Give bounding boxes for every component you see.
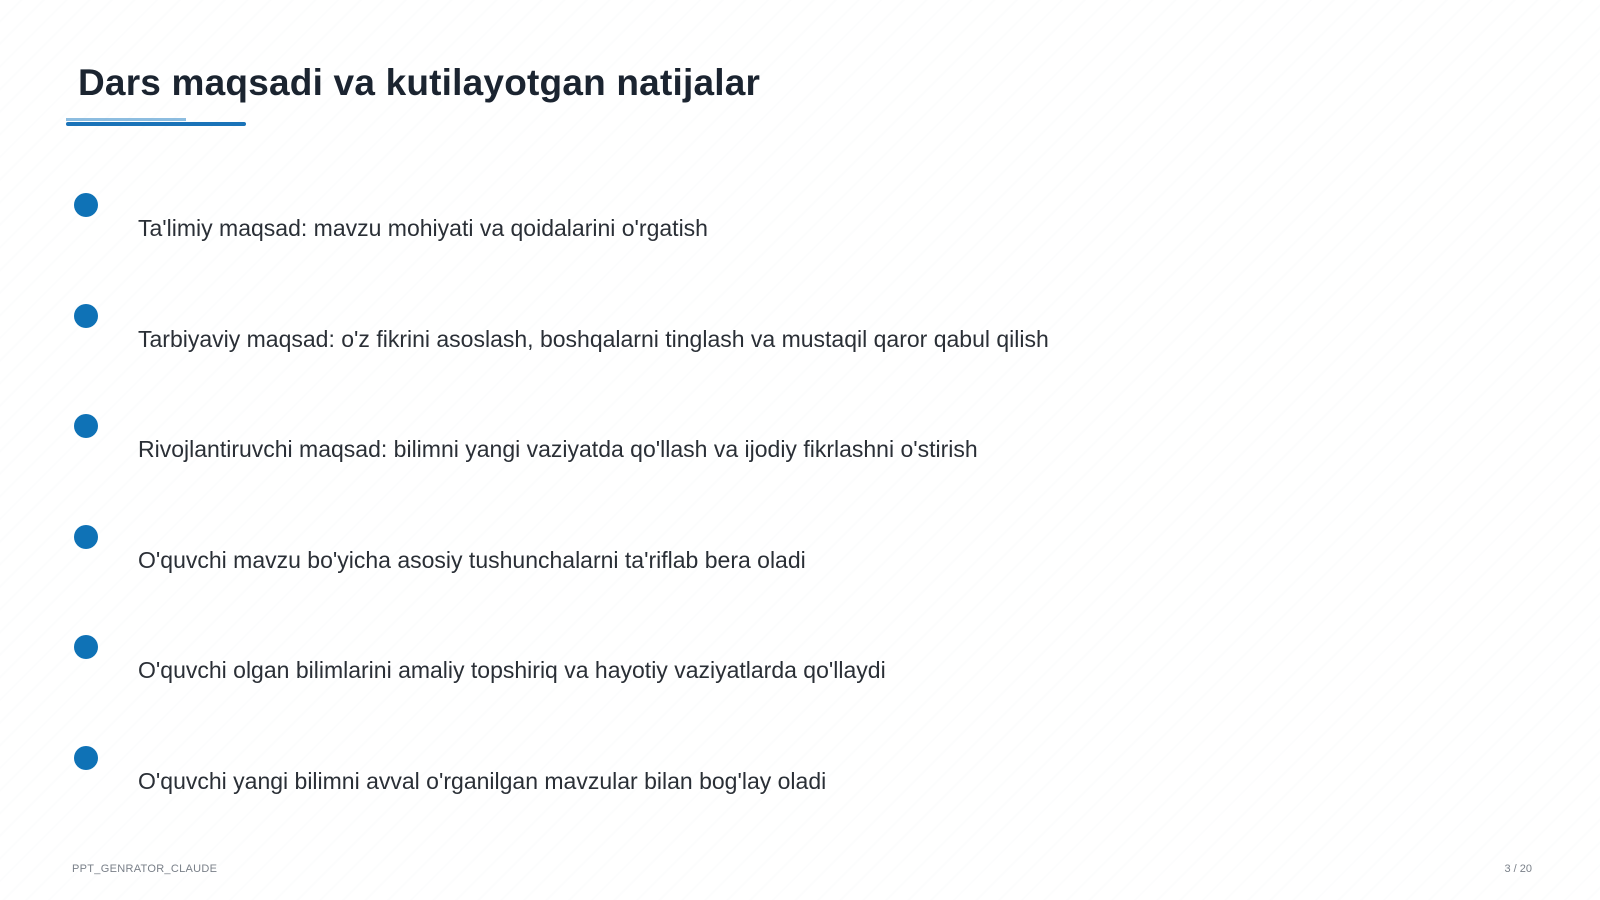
list-item: [74, 193, 1374, 263]
list-item: [74, 746, 1374, 816]
footer-source: PPT_GENRATOR_CLAUDE: [72, 863, 218, 875]
list-item: [74, 304, 1374, 374]
bullet-dot-icon: [74, 746, 98, 770]
list-item-text: O'quvchi mavzu bo'yicha asosiy tushunchalarni ta'riflab bera oladi: [138, 547, 806, 573]
list-item: [74, 635, 1374, 705]
bullet-dot-icon: [74, 525, 98, 549]
title-underline: [66, 122, 246, 126]
bullet-dot-icon: [74, 635, 98, 659]
list-item-text: O'quvchi yangi bilimni avval o'rganilgan mavzular bilan bog'lay oladi: [138, 768, 827, 794]
page-indicator: 3 / 20: [1504, 863, 1532, 875]
title-underline-accent: [66, 118, 186, 121]
list-item: [74, 414, 1374, 484]
list-item-text: Ta'limiy maqsad: mavzu mohiyati va qoidalarini o'rgatish: [138, 215, 708, 241]
list-item: [74, 525, 1374, 595]
list-item-text: O'quvchi olgan bilimlarini amaliy topshiriq va hayotiy vaziyatlarda qo'llaydi: [138, 657, 886, 683]
slide-title: Dars maqsadi va kutilayotgan natijalar: [78, 62, 761, 103]
list-item-text: Rivojlantiruvchi maqsad: bilimni yangi vaziyatda qo'llash va ijodiy fikrlashni o'stirish: [138, 436, 978, 462]
bullet-dot-icon: [74, 193, 98, 217]
bullet-dot-icon: [74, 304, 98, 328]
bullet-dot-icon: [74, 414, 98, 438]
list-item-text: Tarbiyaviy maqsad: o'z fikrini asoslash, boshqalarni tinglash va mustaqil qaror qabul qilish: [138, 326, 1049, 352]
